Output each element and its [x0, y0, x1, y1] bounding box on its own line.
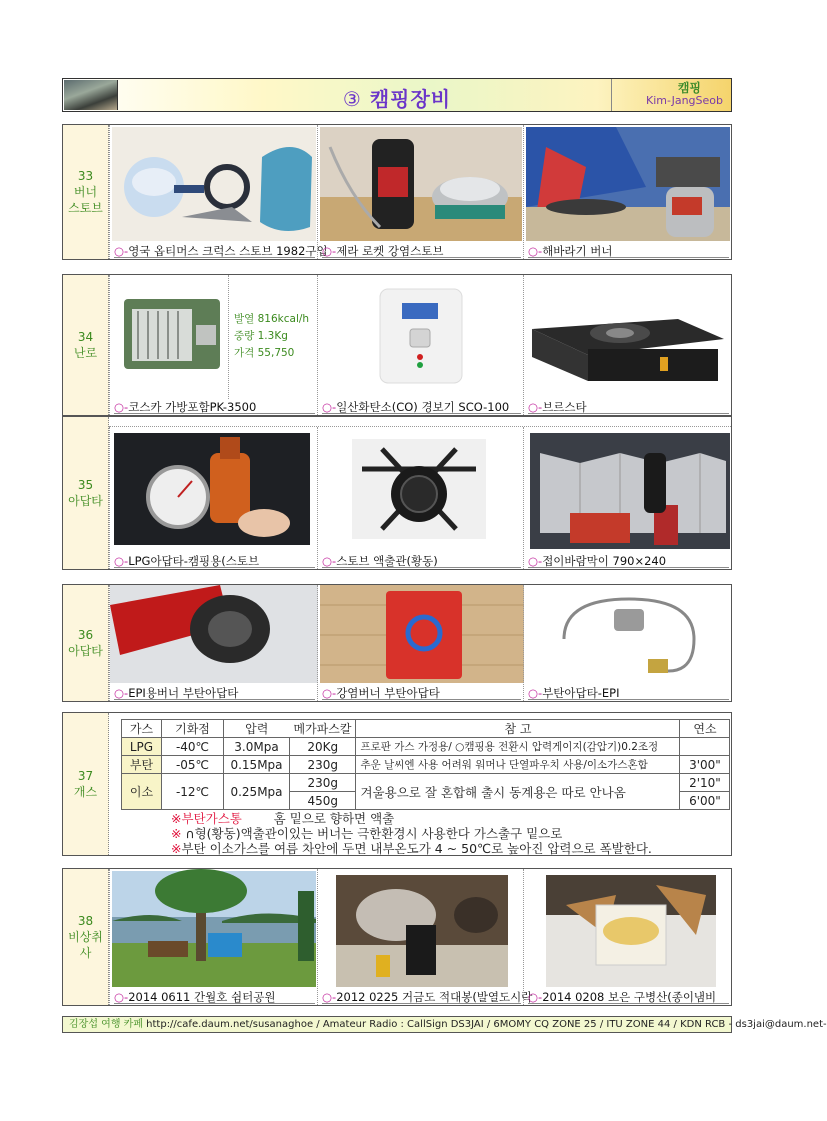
section-37-gas	[62, 712, 732, 856]
section-label: 33 버너 스토브	[63, 125, 109, 259]
item-cell	[523, 427, 731, 569]
item-caption: ○- EPI용버너 부탄아답타	[114, 685, 315, 700]
item-cell	[109, 125, 328, 259]
windscreen-photo	[530, 433, 730, 549]
warning-line: ※ ∩형(황동)액출관이있는 버너는 극한환경시 사용한다 가스출구 밑으로	[171, 826, 563, 841]
item-caption: ○- LPG아답타-캠핑용(스토브	[114, 553, 315, 568]
page-header	[62, 78, 732, 112]
item-cell	[109, 869, 317, 1005]
section-33-burner	[62, 124, 732, 260]
paper-pot-photo	[546, 875, 716, 987]
sunflower-burner-photo	[526, 127, 730, 241]
item-cell	[109, 585, 317, 701]
author-signature	[611, 79, 731, 111]
table-row: 이소 -12℃ 0.25Mpa 230g 겨울용으로 잘 혼합해 출시 동계용은 따로 안나옴 2'10"	[122, 774, 730, 792]
heater-spec: 발열 816kcal/h 중량 1.3Kg 가격 55,750	[234, 313, 310, 359]
section-label: 37 개스	[63, 713, 109, 855]
section-label: 34 난로	[63, 275, 109, 415]
item-caption: ○- 부탄아답타-EPI	[528, 685, 729, 700]
item-cell	[523, 585, 731, 701]
table-row: LPG -40℃ 3.0Mpa 20Kg 프로판 가스 가정용/ ○캠핑용 전환시 압력게이지(감압기)0.2조정	[122, 738, 730, 756]
warning-line: ※부탄 이소가스를 여름 차안에 두면 내부온도가 4 ~ 50℃로 높아진 압력으로 폭발한다.	[171, 841, 652, 856]
brustar-stove-photo	[528, 289, 726, 389]
warning-line: ※부탄가스통 홈 밑으로 향하면 액출	[171, 811, 395, 826]
liquid-outlet-pipe-photo	[352, 439, 486, 539]
item-cell	[109, 275, 317, 415]
item-caption: ○- 2014 0208 보은 구병산(종이냄비	[528, 989, 729, 1004]
title-number: ③	[342, 87, 362, 111]
item-caption: ○- 영국 옵티머스 크럭스 스토브 1982구입	[114, 243, 315, 258]
butane-epi-hose-photo	[544, 589, 714, 683]
park-photo	[112, 871, 316, 987]
section-36-adapter	[62, 584, 732, 702]
stove-kit-photo	[112, 127, 316, 241]
footer-text: http://cafe.daum.net/susanaghoe / Amateur Radio : CallSign DS3JAI / 6MOMY CQ ZONE 25 / ITU ZONE 44 / KDN RCB - ds3jai@daum.net-	[142, 1019, 827, 1030]
geogeumdo-photo	[336, 875, 508, 987]
item-caption: ○- 일산화탄소(CO) 경보기 SCO-100	[322, 399, 521, 414]
section-38-emergency	[62, 868, 732, 1006]
item-caption: ○- 브르스타	[528, 399, 729, 414]
item-cell	[317, 869, 533, 1005]
section-label: 36 아답타	[63, 585, 109, 701]
item-cell	[317, 275, 523, 415]
epi-adapter-photo	[110, 585, 318, 683]
section-label: 38 비상취 사	[63, 869, 109, 1005]
table-header-row: 가스 기화점 압력 메가파스칼 참 고 연소	[122, 720, 730, 738]
item-cell	[523, 125, 731, 259]
item-caption: ○- 강염버너 부탄아답타	[322, 685, 521, 700]
item-caption: ○- 해바라기 버너	[528, 243, 729, 258]
item-cell	[523, 275, 731, 415]
item-caption: ○- 2014 0611 간월호 쉼터공원	[114, 989, 315, 1004]
rocket-stove-photo	[320, 127, 522, 241]
footer-name: 김장섭 여행 카페	[69, 1019, 143, 1030]
item-caption: ○- 스토브 액출관(황동)	[322, 553, 521, 568]
item-cell	[523, 869, 731, 1005]
table-row: 450g 6'00"	[122, 792, 730, 810]
title-text: 캠핑장비	[369, 87, 452, 111]
heater-photo	[118, 285, 226, 385]
item-cell	[109, 427, 317, 569]
item-caption: ○- 2012 0225 거금도 적대봉(발열도시락	[322, 989, 521, 1004]
table-row: 부탄 -05℃ 0.15Mpa 230g 추운 날씨엔 사용 어려워 워머나 단열파우치 사용/이소가스혼합 3'00"	[122, 756, 730, 774]
gas-table	[121, 719, 730, 810]
section-35-adapter	[62, 416, 732, 570]
item-caption: ○- 제라 로켓 강염스토브	[322, 243, 521, 258]
section-label: 35 아답타	[63, 417, 109, 569]
butane-adapter-photo	[320, 585, 524, 683]
item-caption: ○- 코스카 가방포함PK-3500	[114, 399, 315, 414]
item-cell	[317, 585, 523, 701]
lpg-adapter-photo	[114, 433, 310, 545]
signature-name: Kim-JangSeob	[646, 94, 723, 107]
signature-korean: 캠핑	[677, 81, 701, 95]
section-34-heater	[62, 274, 732, 416]
item-caption: ○- 접이바람막이 790×240	[528, 553, 729, 568]
item-cell	[317, 125, 523, 259]
item-cell	[317, 427, 523, 569]
co-alarm-photo	[368, 285, 478, 389]
page-footer	[62, 1016, 827, 1033]
